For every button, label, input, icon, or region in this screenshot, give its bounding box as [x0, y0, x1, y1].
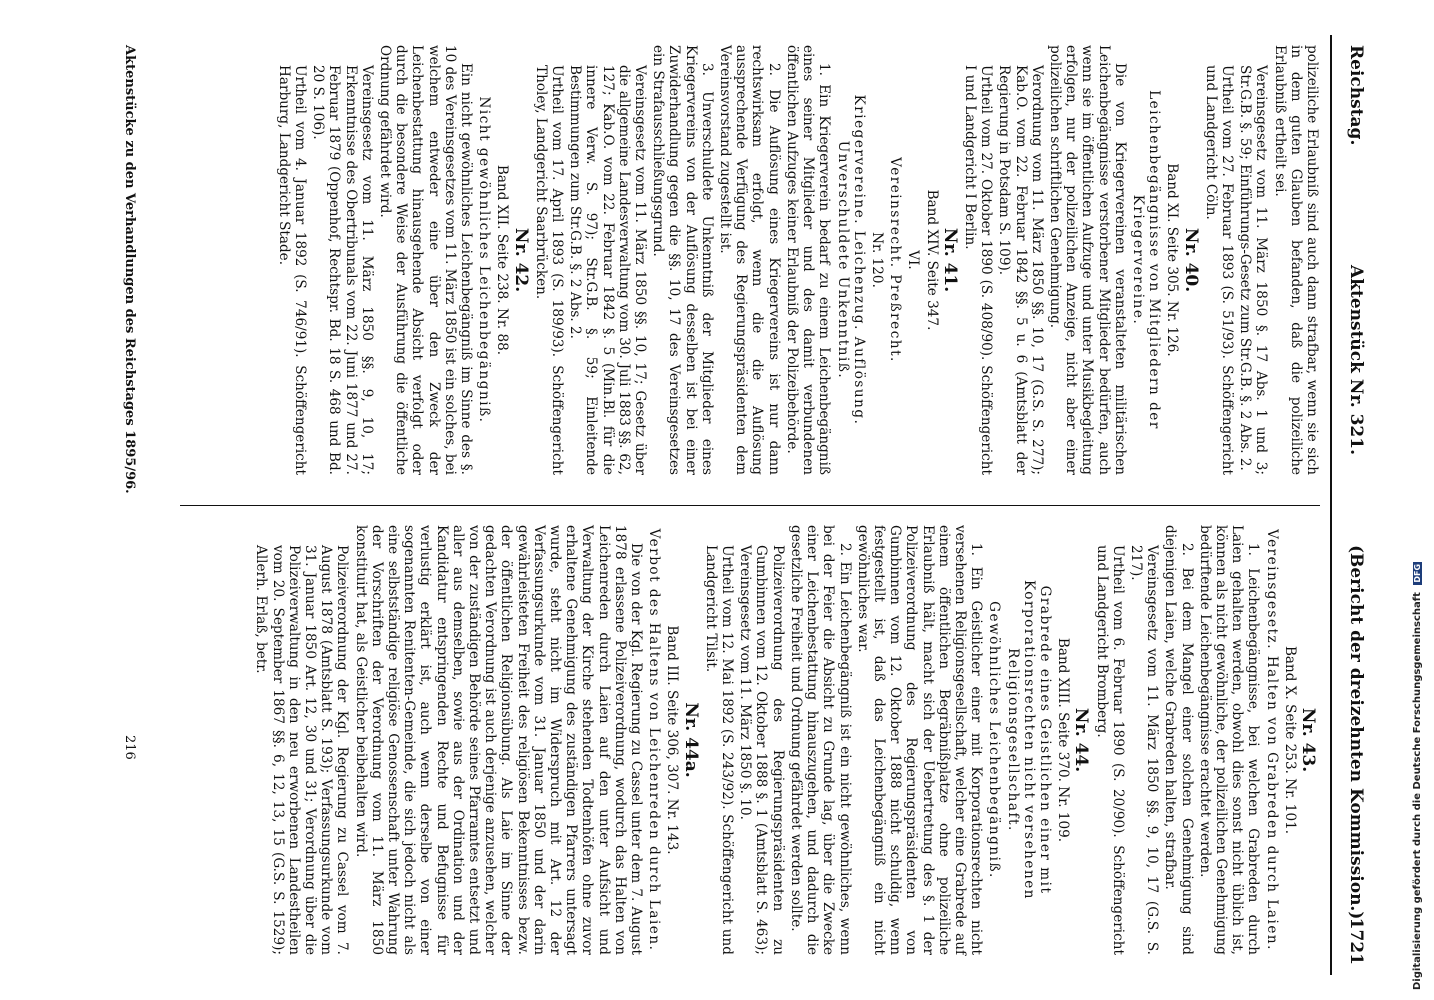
paragraph: 2. Bei dem Mangel einer solchen Genehmigung sind diejenigen Laien, welche Grabreden halten, strafbar. [1162, 525, 1195, 955]
footer-page-number: 216 [122, 735, 137, 760]
header-rule [1330, 35, 1332, 975]
paragraph: 1. Ein Geistlicher einer mit Korporationsrechten nicht versehenen Religionsgesellschaft, welcher eine Grabrede auf einem öffentlichen Begräbnißplatze ohne polizeiliche Erlaubniß hält, macht sich der Uebertretung des §. 1 der Polizeiverordnung des Regierungspräsidenten von Gumbinnen vom 12. Oktober 1888 nicht schuldig, wenn festgestellt ist, daß das Leichenbegängniß ein nicht gewöhnliches war. [854, 525, 985, 955]
paragraph: 2. Die Auflösung eines Kriegervereins ist nur dann rechtswirksam erfolgt, wenn die die Auflösung aussprechende Verfügung des Regierungspräsidenten dem Vereinsvorstand zugestellt ist. [717, 45, 782, 475]
section-number: Nr. 44. [1071, 707, 1092, 773]
chapter-number: VI. [905, 250, 922, 270]
right-column [251, 525, 1320, 955]
judgment-reference: Urtheil vom 17. April 1893 (S. 189/93). Schöffengericht Tholey, Landgericht Saarbrücken. [532, 65, 566, 475]
law-reference: Vereinsgesetz vom 11. März 1850 §§. 10, 17; Gesetz über die allgemeine Landesverwaltung vom 30. Juli 1883 §§. 62, 127; Kab.O. vom 22. Februar 1842 §. 5 (Min.Bl. für die innere Verw. S. 97); Str.G.B. §. 59; Einleitende Bestimmungen zum Str.G.B. §. 2 Abs. 2. [567, 65, 649, 475]
chapter-title: Vereinsrecht. Preßrecht. [887, 157, 904, 363]
law-reference: Vereinsgesetz vom 11. März 1850 §. 17 Abs. 1 und 3; Str.G.B. §. 59; Einführungs-Gesetz zum Str.G.B. §. 2 Abs. 2. [1237, 65, 1270, 475]
entry-number: Nr. 120. [868, 232, 885, 288]
section-number: Nr. 41. [939, 227, 960, 293]
section-title: Verbot des Haltens von Leichenreden durch Laien. [646, 528, 663, 952]
column-divider [180, 505, 1320, 506]
volume-reference: Band XIII. Seite 370. Nr. 109. [1055, 637, 1072, 843]
judgment-reference: Urtheil vom 27. Februar 1893 (S. 51/93). Schöffengericht und Landgericht Cöln. [1202, 65, 1235, 475]
rotated-document-page [122, 35, 1370, 975]
section-title: Nicht gewöhnliches Leichenbegängniß. [476, 96, 493, 424]
judgment-reference: Urtheil vom 27. Oktober 1890 (S. 408/90). Schöffengericht I und Landgericht I Berlin. [961, 65, 995, 475]
law-reference: Vereinsgesetz vom 11. März 1850 §§. 9, 10, 17; Erkenntnisse des Obertribunals vom 22. Juni 1877 und 27. Februar 1879 (Oppenhof, Rechtspr. Bd. 18 S. 468 und Bd. 20 S. 106). [310, 65, 375, 475]
volume-reference: Band XII. Seite 238. Nr. 88. [494, 164, 511, 356]
header-right-title: (Bericht der dreizehnten Kommission.) [1346, 545, 1366, 920]
digitization-text: Digitalisierung gefördert durch die Deutsche Forschungsgemeinschaft [1412, 592, 1423, 990]
header-left: Reichstag. [1346, 45, 1366, 146]
paragraph: 1. Ein Kriegerverein bedarf zu einem Leichenbegängniß eines seiner Mitglieder und des damit verbundenen öffentlichen Aufzuges keiner Erlaubniß der Polizeibehörde. [783, 45, 833, 475]
volume-reference: Band X. Seite 253. Nr. 101. [1281, 645, 1298, 835]
law-reference: Verordnung vom 11. März 1850 §§. 10, 17 (G.S. S. 277); Kab.O. vom 22. Februar 1842 §§. 5 u. 6 (Amtsblatt der Regierung in Potsdam S. 109). [996, 65, 1045, 475]
paragraph: polizeiliche Erlaubniß sind auch dann strafbar, wenn sie sich in dem guten Glauben befanden, daß die polizeiliche Erlaubniß ertheilt sei. [1271, 45, 1320, 475]
section-title: Vereinsgesetz. Halten von Grabreden durch Laien. [1263, 529, 1280, 951]
section-number: Nr. 43. [1298, 707, 1318, 773]
paragraph: 1. Leichenbegängnisse, bei welchen Grabreden durch Laien gehalten werden, obwohl dies sonst nicht üblich ist, können als nicht gewöhnliche, der polizeilichen Genehmigung bedürftende Leichenbegängnisse erachtet werden. [1196, 525, 1262, 955]
volume-reference: Band XIV. Seite 347. [923, 189, 940, 331]
volume-reference: Band III. Seite 306, 307. Nr. 143. [664, 625, 681, 855]
digitization-notice [1412, 430, 1423, 990]
paragraph: Ein nicht gewöhnliches Leichenbegängniß im Sinne des §. 10 des Vereinsgesetzes vom 11. März 1850 ist ein solches, bei welchem entweder eine über den Zweck der Leichenbestattung hinausgehende Absicht verfolgt oder durch die besondere Weise der Ausführung die öffentliche Ordnung gefährdet wird. [377, 45, 475, 475]
section-title: Grabrede eines Geistlichen einer mit Korporationsrechten nicht versehenen Religionsgesellschaft. [1004, 579, 1053, 901]
section-title: Kriegervereine. Leichenzug. Auflösung. Unverschuldete Unkenntniß. [834, 94, 867, 426]
law-reference: Polizeiverordnung der Kgl. Regierung zu Cassel vom 7. August 1878 (Amtsblatt S. 193); Verfassungsurkunde vom 31. Januar 1850 Art. 12, 30 und 31; Verordnung über die Polizeiverwaltung in den neu erworbenen Landestheilen vom 20. September 1867 §§. 6, 12, 13, 15 (G.S. S. 1529); Allerh. Erlaß, betr. [253, 545, 351, 955]
dfg-logo: DFG [1413, 563, 1422, 583]
law-reference: Vereinsgesetz vom 11. März 1850 §§. 9, 10, 17 (G.S. S. 217). [1127, 545, 1161, 955]
volume-reference: Band XI. Seite 305. Nr. 126. [1164, 163, 1181, 357]
law-reference: Polizeiverordnung des Regierungspräsidenten zu Gumbinnen vom 12. Oktober 1888 §. 1 (Amtsblatt S. 463); Vereinsgesetz vom 11. März 1850 §. 10. [737, 545, 786, 955]
paragraph: 3. Unverschuldete Unkenntniß der Mitglieder eines Kriegervereins von der Auflösung desselben ist bei einer Zuwiderhandlung gegen die §§. 10, 17 des Vereinsgesetzes ein Strafausschließungsgrund. [650, 45, 715, 475]
section-subtitle: Gewöhnliches Leichenbegängniß. [986, 601, 1003, 879]
page-header [1336, 35, 1366, 975]
left-column [274, 45, 1320, 475]
judgment-reference: Urtheil vom 12. Mai 1892 (S. 243/92). Schöffengericht und Landgericht Tilsit. [702, 545, 736, 955]
section-number: Nr. 40. [1180, 227, 1201, 293]
paragraph: Die von Kriegervereinen veranstalteten militärischen Leichenbegängnisse verstorbener Mitglieder bedürfen, auch wenn sie im öffentlichen Aufzuge und unter Musikbegleitung erfolgen, nur der polizeilichen Anzeige, nicht aber einer polizeilichen schriftlichen Genehmigung. [1046, 45, 1128, 475]
judgment-reference: Urtheil vom 6. Februar 1890 (S. 20/90). Schöffengericht und Landgericht Bromberg. [1093, 545, 1126, 955]
footer-left: Aktenstücke zu den Verhandlungen des Reichstages 1895/96. [122, 45, 137, 494]
header-center: Aktenstück Nr. 321. [1346, 265, 1366, 456]
section-number: Nr. 44a. [680, 702, 701, 778]
section-title: Leichenbegängnisse von Mitgliedern der Kriegervereine. [1129, 90, 1163, 430]
page-number: 1721 [1346, 917, 1366, 965]
paragraph: 2. Ein Leichenbegängniß ist ein nicht gewöhnliches, wenn bei der Feier die Absicht zu Grunde lag, über die Zwecke einer Leichenbestattung hinauszugehen, und dadurch die gesetzliche Freiheit und Ordnung gefährdet werden sollte. [787, 525, 853, 955]
judgment-reference: Urtheil vom 4. Januar 1892 (S. 746/91). Schöffengericht Harburg, Landgericht Stade. [275, 65, 309, 475]
section-number: Nr. 42. [510, 227, 531, 293]
paragraph: Die von der Kgl. Regierung zu Cassel unter dem 7. August 1878 erlassene Polizeiverordnung, wodurch das Halten von Leichenreden durch Laien auf den unter Aufsicht und Verwaltung der Kirche stehenden Todtenhöfen ohne zuvor erhaltene Genehmigung des zuständigen Pfarrers untersagt wurde, steht nicht im Widerspruch mit Art. 12 der Verfassungsurkunde vom 31. Januar 1850 und der darin gewährleisteten Freiheit des religiösen Bekenntnisses bezw. der öffentlichen Religionsübung. Als Laie im Sinne der gedachten Verordnung ist auch derjenige anzusehen, welcher von der zuständigen Behörde seines Pfarramtes entsetzt und aller aus demselben, sowie aus der Ordination und der Kandidatur entspringenden Rechte und Befugnisse für verlustig erklärt ist, auch wenn derselbe von einer sogenannten Renitenten-Gemeinde, die sich jedoch nicht als eine selbstständige religiöse Genossenschaft unter Wahrung der Vorschriften der Verordnung vom 11. März 1850 konstituirt hat, als Geistlicher beibehalten wird. [352, 525, 645, 955]
